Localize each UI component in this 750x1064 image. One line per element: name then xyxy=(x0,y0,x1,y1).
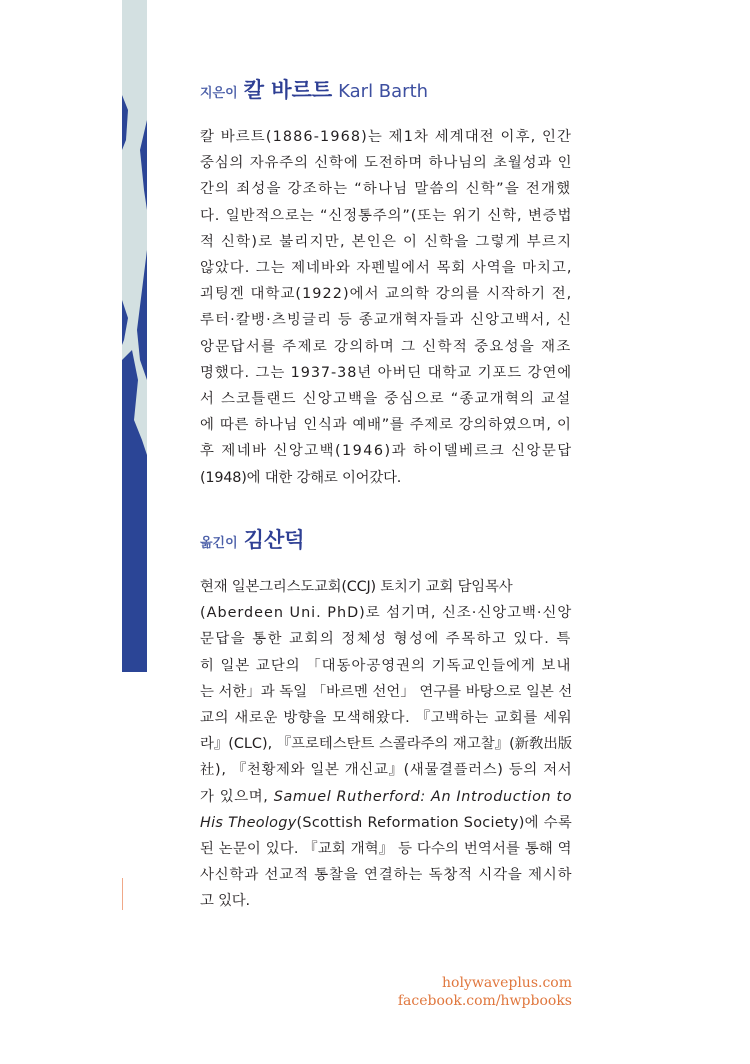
author-name: 칼 바르트 xyxy=(243,78,333,102)
bio-line: (1948)에 대한 강해로 이어갔다. xyxy=(200,469,402,486)
book-publisher: (Scottish Reformation Society)에 수록 xyxy=(296,814,573,831)
bio-line: 간의 죄성을 강조하는 “하나님 말씀의 신학”을 전개했 xyxy=(200,181,572,198)
bio-line: 된 논문이 있다. 『교회 개혁』 등 다수의 번역서를 통해 역 xyxy=(200,841,572,858)
bio-line: 칼 바르트(1886-1968)는 제1차 세계대전 이후, 인간 xyxy=(200,129,573,145)
translator-section xyxy=(200,524,580,910)
bio-line: 고 있다. xyxy=(200,893,250,910)
bio-line xyxy=(200,784,572,810)
bio-line: 다. 일반적으로는 “신정통주의”(또는 위기 신학, 변증법 xyxy=(200,207,573,224)
bio-line: 후 제네바 신앙고백(1946)과 하이델베르크 신앙문답 xyxy=(200,443,573,460)
bio-line: 적 신학)로 불리지만, 본인은 이 신학을 그렇게 부르지 xyxy=(200,233,573,250)
bio-line: 중심의 자유주의 신학에 도전하며 하나님의 초월성과 인 xyxy=(200,155,573,172)
bio-line: 교의 새로운 방향을 모색해왔다. 『고백하는 교회를 세워 xyxy=(200,710,573,727)
translator-role: 옮긴이 xyxy=(200,536,238,551)
translator-heading xyxy=(200,524,580,554)
facebook-link[interactable]: facebook.com/hwpbooks xyxy=(397,993,572,1009)
book-title-italic: Samuel Rutherford: An Introduction to xyxy=(273,788,573,805)
bio-line: 社), 『천황제와 일본 개신교』(새물결플러스) 등의 저서 xyxy=(200,762,573,779)
bio-line: 는 서한」과 독일 「바르멘 선언」 연구를 바탕으로 일본 선 xyxy=(200,683,573,700)
bio-line: 괴팅겐 대학교(1922)에서 교의학 강의를 시작하기 전, xyxy=(200,286,573,303)
bio-line: (Aberdeen Uni. PhD)로 섬기며, 신조·신앙고백·신앙 xyxy=(200,605,573,622)
bio-text: 가 있으며, xyxy=(200,788,269,805)
decorative-side-strip xyxy=(122,0,147,672)
book-title-italic: His Theology xyxy=(200,814,297,831)
author-role: 지은이 xyxy=(200,86,238,101)
decorative-thin-line xyxy=(122,878,123,910)
publisher-links xyxy=(398,974,572,1010)
brush-stroke-graphic xyxy=(122,0,147,672)
bio-line: 사신학과 선교적 통찰을 연결하는 독창적 시각을 제시하 xyxy=(200,867,573,884)
bio-line: 명했다. 그는 1937-38년 아버딘 대학교 기포드 강연에 xyxy=(200,364,573,381)
bio-line: 히 일본 교단의 「대동아공영권의 기독교인들에게 보내 xyxy=(200,657,572,674)
bio-line: 앙문답서를 주제로 강의하며 그 신학적 중요성을 재조 xyxy=(200,338,572,355)
bio-line: 않았다. 그는 제네바와 자펜빌에서 목회 사역을 마치고, xyxy=(200,260,573,277)
bio-line: 현재 일본그리스도교회(CCJ) 토치기 교회 담임목사 xyxy=(200,579,513,595)
website-link[interactable]: holywaveplus.com xyxy=(442,975,572,991)
author-latin-name: Karl Barth xyxy=(338,81,429,102)
bio-line: 라』(CLC), 『프로테스탄트 스콜라주의 재고찰』(新敎出版 xyxy=(200,736,573,753)
author-bio xyxy=(200,124,572,491)
translator-name: 김산덕 xyxy=(243,528,305,552)
bio-line xyxy=(200,810,572,836)
bio-line: 서 스코틀랜드 신앙고백을 중심으로 “종교개혁의 교설 xyxy=(200,391,572,408)
bio-line: 에 따른 하나님 인식과 예배”를 주제로 강의하였으며, 이 xyxy=(200,417,572,434)
author-heading xyxy=(200,74,580,104)
bio-line: 루터·칼뱅·츠빙글리 등 종교개혁자들과 신앙고백서, 신 xyxy=(200,312,573,329)
author-section xyxy=(200,74,580,486)
bio-line: 문답을 통한 교회의 정체성 형성에 주목하고 있다. 특 xyxy=(200,631,572,648)
translator-bio xyxy=(200,574,572,915)
